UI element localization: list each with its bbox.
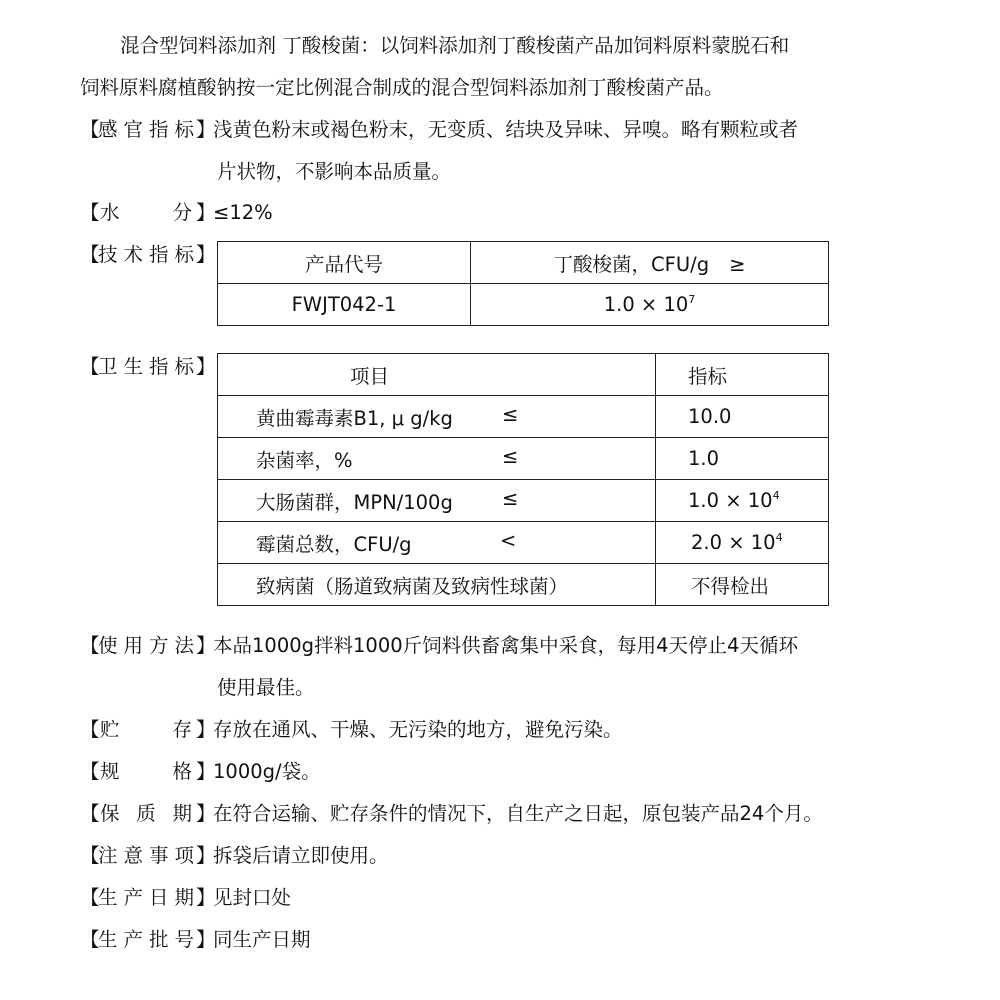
hygiene-value: $2.0 \times 10^4$ [656, 522, 829, 564]
hygiene-header-row [218, 354, 829, 396]
hygiene-item: 致病菌（肠道致病菌及致病性球菌） [218, 564, 656, 606]
technical-table [217, 241, 829, 326]
technical-code: FWJT042-1 [218, 284, 471, 326]
hygiene-value: $1.0 \times 10^4$ [656, 480, 829, 522]
hygiene-row [218, 396, 829, 438]
hygiene-row [218, 480, 829, 522]
hygiene-value: 1.0 [656, 438, 829, 480]
hygiene-item: 杂菌率，% ≤ [218, 438, 656, 480]
usage-text-1: 本品1000g拌料1000斤饲料供畜禽集中采食，每用4天停止4天循环 [213, 634, 798, 657]
sensory-text-2: 片状物，不影响本品质量。 [217, 160, 452, 183]
hygiene-table [217, 353, 829, 606]
batch-number-text: 同生产日期 [213, 928, 311, 951]
hygiene-item: 霉菌总数，CFU/g < [218, 522, 656, 564]
hygiene-value: 不得检出 [656, 564, 829, 606]
hygiene-row [218, 564, 829, 606]
technical-value: $1.0 \times 10^7$ [471, 284, 829, 326]
technical-row [218, 284, 829, 326]
moisture-value: ≤12% [213, 201, 273, 224]
hygiene-header-item: 项目 [218, 354, 656, 396]
storage-text: 存放在通风、干燥、无污染的地方，避免污染。 [213, 718, 623, 741]
production-date-text: 见封口处 [213, 886, 292, 909]
technical-header-row [218, 242, 829, 284]
hygiene-row [218, 522, 829, 564]
sensory-text-1: 浅黄色粉末或褐色粉末，无变质、结块及异味、异嗅。略有颗粒或者 [213, 118, 799, 141]
hygiene-header-value: 指标 [656, 354, 829, 396]
intro-line-2: 饲料原料腐植酸钠按一定比例混合制成的混合型饲料添加剂丁酸梭菌产品。 [80, 76, 724, 99]
spec-text: 1000g/袋。 [213, 760, 321, 783]
usage-text-2: 使用最佳。 [217, 676, 315, 699]
hygiene-item: 黄曲霉毒素B1, μ g/kg ≤ [218, 396, 656, 438]
shelf-life-text: 在符合运输、贮存条件的情况下，自生产之日起，原包装产品24个月。 [213, 802, 823, 825]
technical-header-code: 产品代号 [218, 242, 471, 284]
notice-text: 拆袋后请立即使用。 [213, 844, 389, 867]
hygiene-row [218, 438, 829, 480]
hygiene-value: 10.0 [656, 396, 829, 438]
technical-header-count: 丁酸梭菌，CFU/g ≥ [471, 242, 829, 284]
hygiene-item: 大肠菌群，MPN/100g ≤ [218, 480, 656, 522]
intro-line-1: 混合型饲料添加剂 丁酸梭菌：以饲料添加剂丁酸梭菌产品加饲料原料蒙脱石和 [120, 34, 790, 57]
